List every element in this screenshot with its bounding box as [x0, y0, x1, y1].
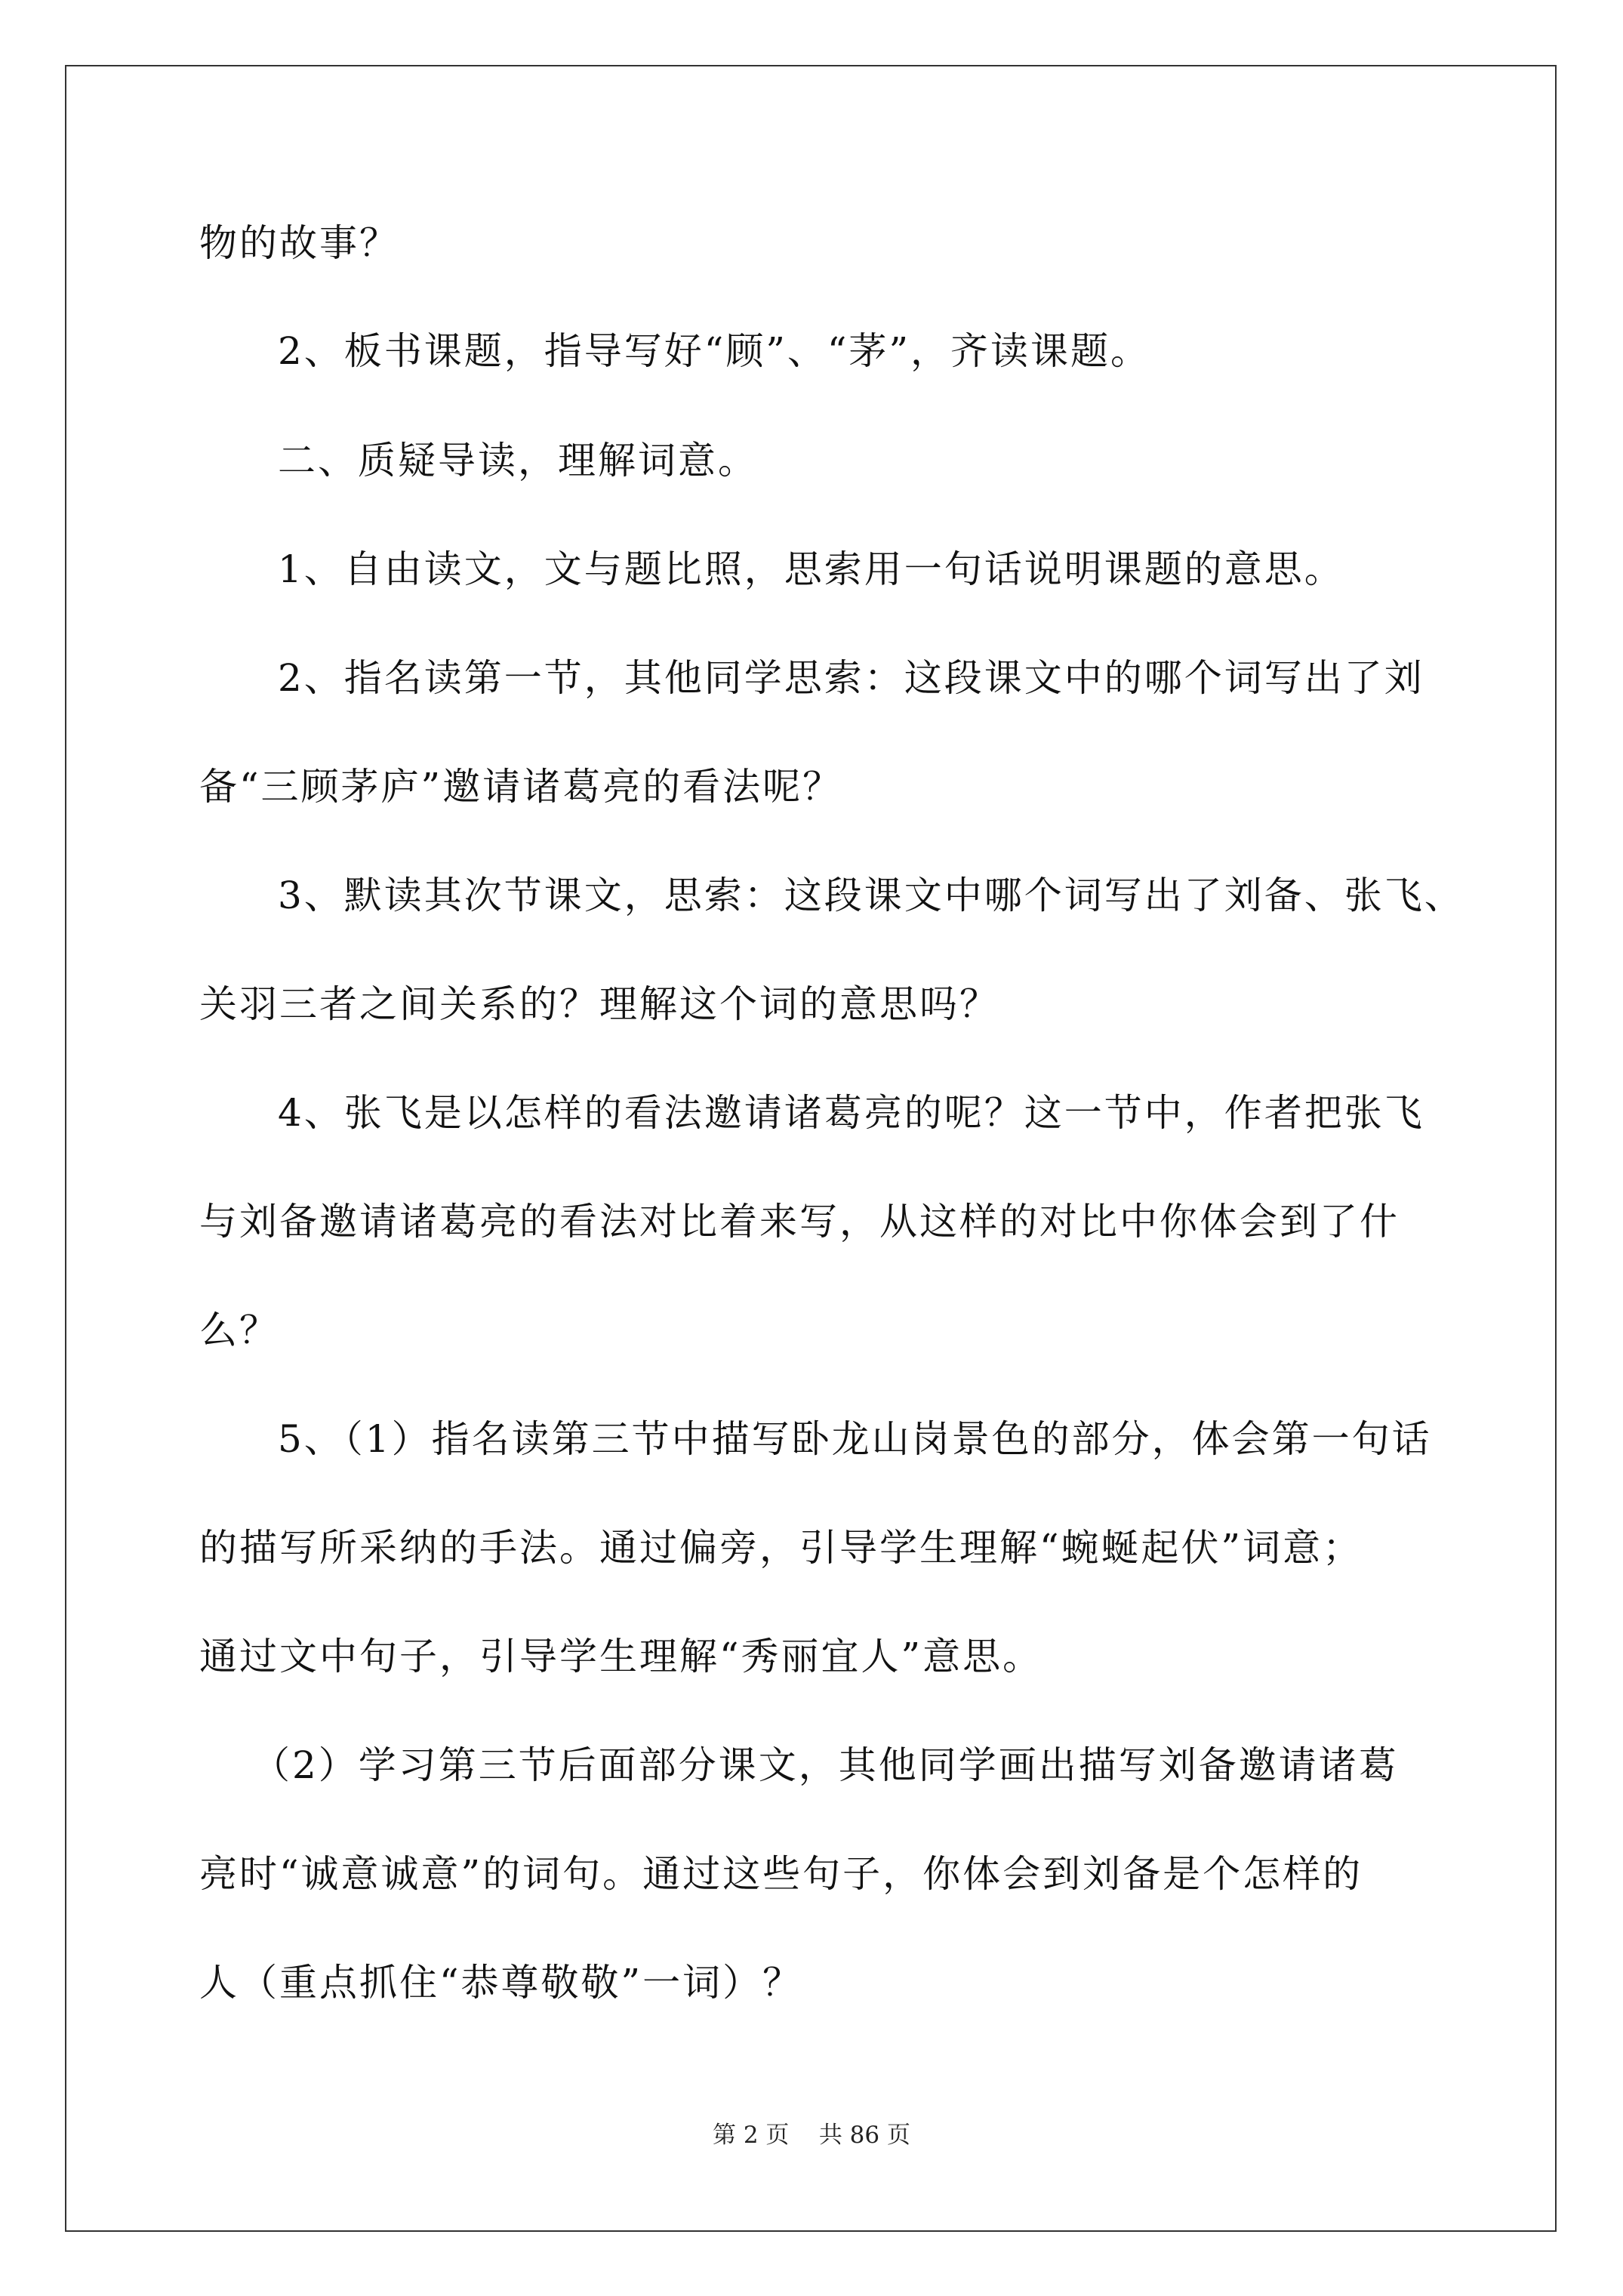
text-line: 二、质疑导读，理解词意。 [278, 439, 758, 482]
text-line: 备“三顾茅庐”邀请诸葛亮的看法呢？ [199, 765, 843, 809]
text-line: 的描写所采纳的手法。通过偏旁，引导学生理解“蜿蜒起伏”词意； [199, 1526, 1363, 1570]
text-line: 4、张飞是以怎样的看法邀请诸葛亮的呢？这一节中，作者把张飞 [278, 1091, 1424, 1135]
text-line: 物的故事？ [199, 221, 399, 265]
text-line: 通过文中句子，引导学生理解“秀丽宜人”意思。 [199, 1635, 1043, 1678]
text-line: 3、默读其次节课文，思索：这段课文中哪个词写出了刘备、张飞、 [278, 874, 1464, 917]
text-line: 与刘备邀请诸葛亮的看法对比着来写，从这样的对比中你体会到了什 [199, 1200, 1400, 1244]
text-line: （2）学习第三节后面部分课文，其他同学画出描写刘备邀请诸葛 [252, 1743, 1399, 1787]
text-line: 亮时“诚意诚意”的词句。通过这些句子，你体会到刘备是个怎样的 [199, 1852, 1363, 1896]
text-line: 人（重点抓住“恭尊敬敬”一词）？ [199, 1961, 803, 2005]
text-line: 么？ [199, 1308, 279, 1352]
text-line: 1、自由读文，文与题比照，思索用一句话说明课题的意思。 [278, 547, 1344, 591]
text-line: 2、板书课题，指导写好“顾”、“茅”，齐读课题。 [278, 329, 1151, 373]
page-number: 第 2 页 共 86 页 [712, 2122, 910, 2149]
text-line: 2、指名读第一节，其他同学思索：这段课文中的哪个词写出了刘 [278, 656, 1424, 700]
page-border [65, 65, 1557, 2232]
text-line: 关羽三者之间关系的？理解这个词的意思吗？ [199, 982, 999, 1026]
text-line: 5、（1）指名读第三节中描写卧龙山岗景色的部分，体会第一句话 [278, 1417, 1432, 1461]
